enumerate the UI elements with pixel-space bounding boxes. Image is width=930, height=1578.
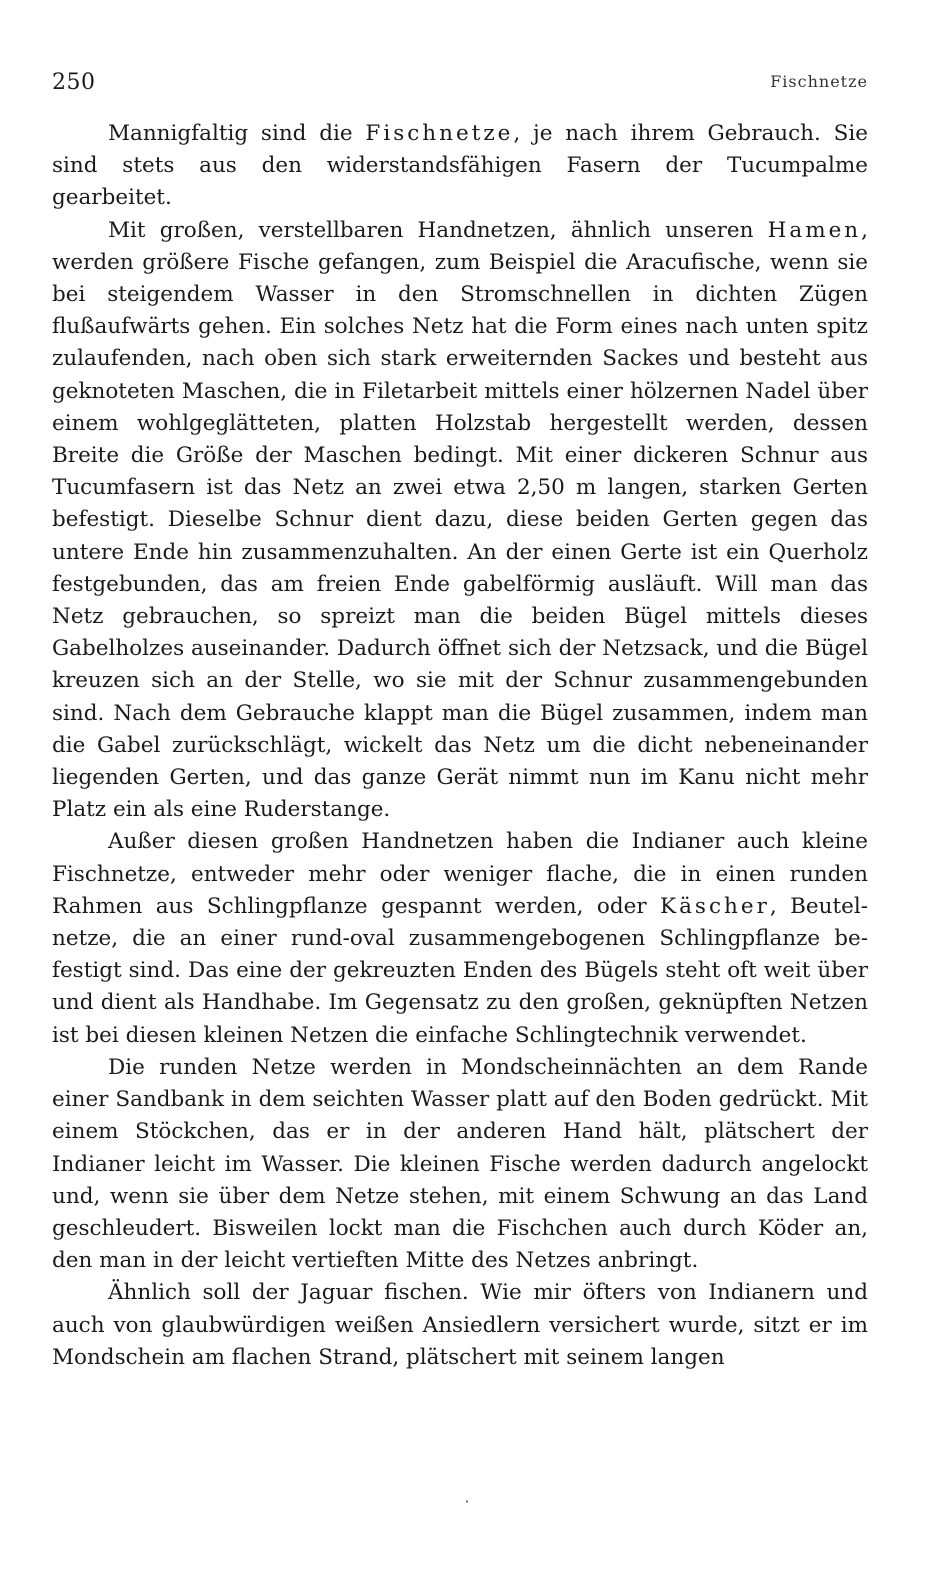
paper-speck [466, 1500, 468, 1503]
paragraph-3-emphasis: Käscher [660, 893, 770, 919]
paragraph-1-emphasis: Fischnetze [365, 121, 514, 146]
paragraph-2-emphasis: Hamen [767, 217, 862, 243]
paragraph-3-text: Außer diesen großen Handnetzen haben die Indianer auch kleine Fischnetze, entweder mehr oder weniger flache, die in einen runden Rahmen aus Schlingpflanze gespannt werden, oder [52, 829, 868, 919]
paragraph-5-text: Ähnlich soll der Jaguar fischen. Wie mir öfters von Indianern und auch von glaubwürdigen weißen Ansiedlern versichert wurde, sitzt er im Mondschein am flachen Strand, plätschert mit seinem langen [52, 1280, 868, 1370]
paragraph-2-text-cont: , werden größere Fische gefangen, zum Beispiel die Aracufische, wenn sie bei steigendem Wasser in den Stromschnellen in dichten Zügen flußaufwärts gehen. Ein solches Netz hat die Form eines nach unten spitz zulaufenden, nach oben sich stark erweiternden Sackes und besteht aus geknoteten Maschen, die in Filetarbeit mittels einer hölzernen Nadel über einem wohlgeglätteten, platten Holzstab hergestellt werden, dessen Breite die Größe der Maschen bedingt. Mit einer dickeren Schnur aus Tucumfasern ist das Netz an zwei etwa 2,50 m langen, starken Gerten befestigt. Dieselbe Schnur dient dazu, diese beiden Gerten gegen das untere Ende hin zusammenzuhalten. An der einen Gerte ist ein Querholz festgebunden, das am freien Ende gabelförmig ausläuft. Will man das Netz gebrauchen, so spreizt man die beiden Bügel mittels dieses Gabelholzes auseinander. Dadurch öffnet sich der Netzsack, und die Bügel kreuzen sich an der Stelle, wo sie mit der Schnur zusammengebunden sind. Nach dem Gebrauche klappt man die Bügel zusammen, indem man die Gabel zurückschlägt, wickelt das Netz um die dicht nebeneinander liegenden Gerten, und das ganze Gerät nimmt nun im Kanu nicht mehr Platz ein als eine Ruderstange. [52, 217, 868, 823]
paragraph-1-text: Mannigfaltig sind die [108, 121, 366, 146]
page-number: 250 [52, 70, 96, 95]
paragraph-3 [52, 826, 868, 1051]
paragraph-5 [52, 1277, 868, 1374]
paragraph-1 [52, 118, 868, 215]
paragraph-2 [52, 215, 868, 827]
page-header [52, 70, 868, 102]
paragraph-4-text: Die runden Netze werden in Mondscheinnächten an dem Rande einer Sandbank in dem seichten Wasser platt auf den Boden gedrückt. Mit einem Stöckchen, das er in der anderen Hand hält, plätschert der Indianer leicht im Wasser. Die kleinen Fische werden dadurch angelockt und, wenn sie über dem Netze stehen, mit einem Schwung an das Land geschleudert. Bisweilen lockt man die Fischchen auch durch Köder an, den man in der leicht vertieften Mitte des Netzes anbringt. [52, 1054, 868, 1274]
body-text [52, 118, 868, 1374]
paragraph-4 [52, 1052, 868, 1277]
running-head: Fischnetze [770, 72, 868, 91]
paragraph-3-text-cont: , Beutelnetze, die an einer rund-oval zusammengebogenen Schlingpflanze befestigt sind. Das eine der gekreuzten Enden des Bügels steht oft weit über und dient als Handhabe. Im Gegensatz zu den großen, geknüpften Netzen ist bei diesen kleinen Netzen die einfache Schlingtechnik verwendet. [52, 893, 868, 1048]
paragraph-2-text: Mit großen, verstellbaren Handnetzen, ähnlich unseren [108, 217, 768, 243]
paragraph-1-text-cont: , je nach ihrem Gebrauch. Sie sind stets aus den widerstandsfähigen Fasern der Tucumpalme gearbeitet. [52, 121, 869, 211]
